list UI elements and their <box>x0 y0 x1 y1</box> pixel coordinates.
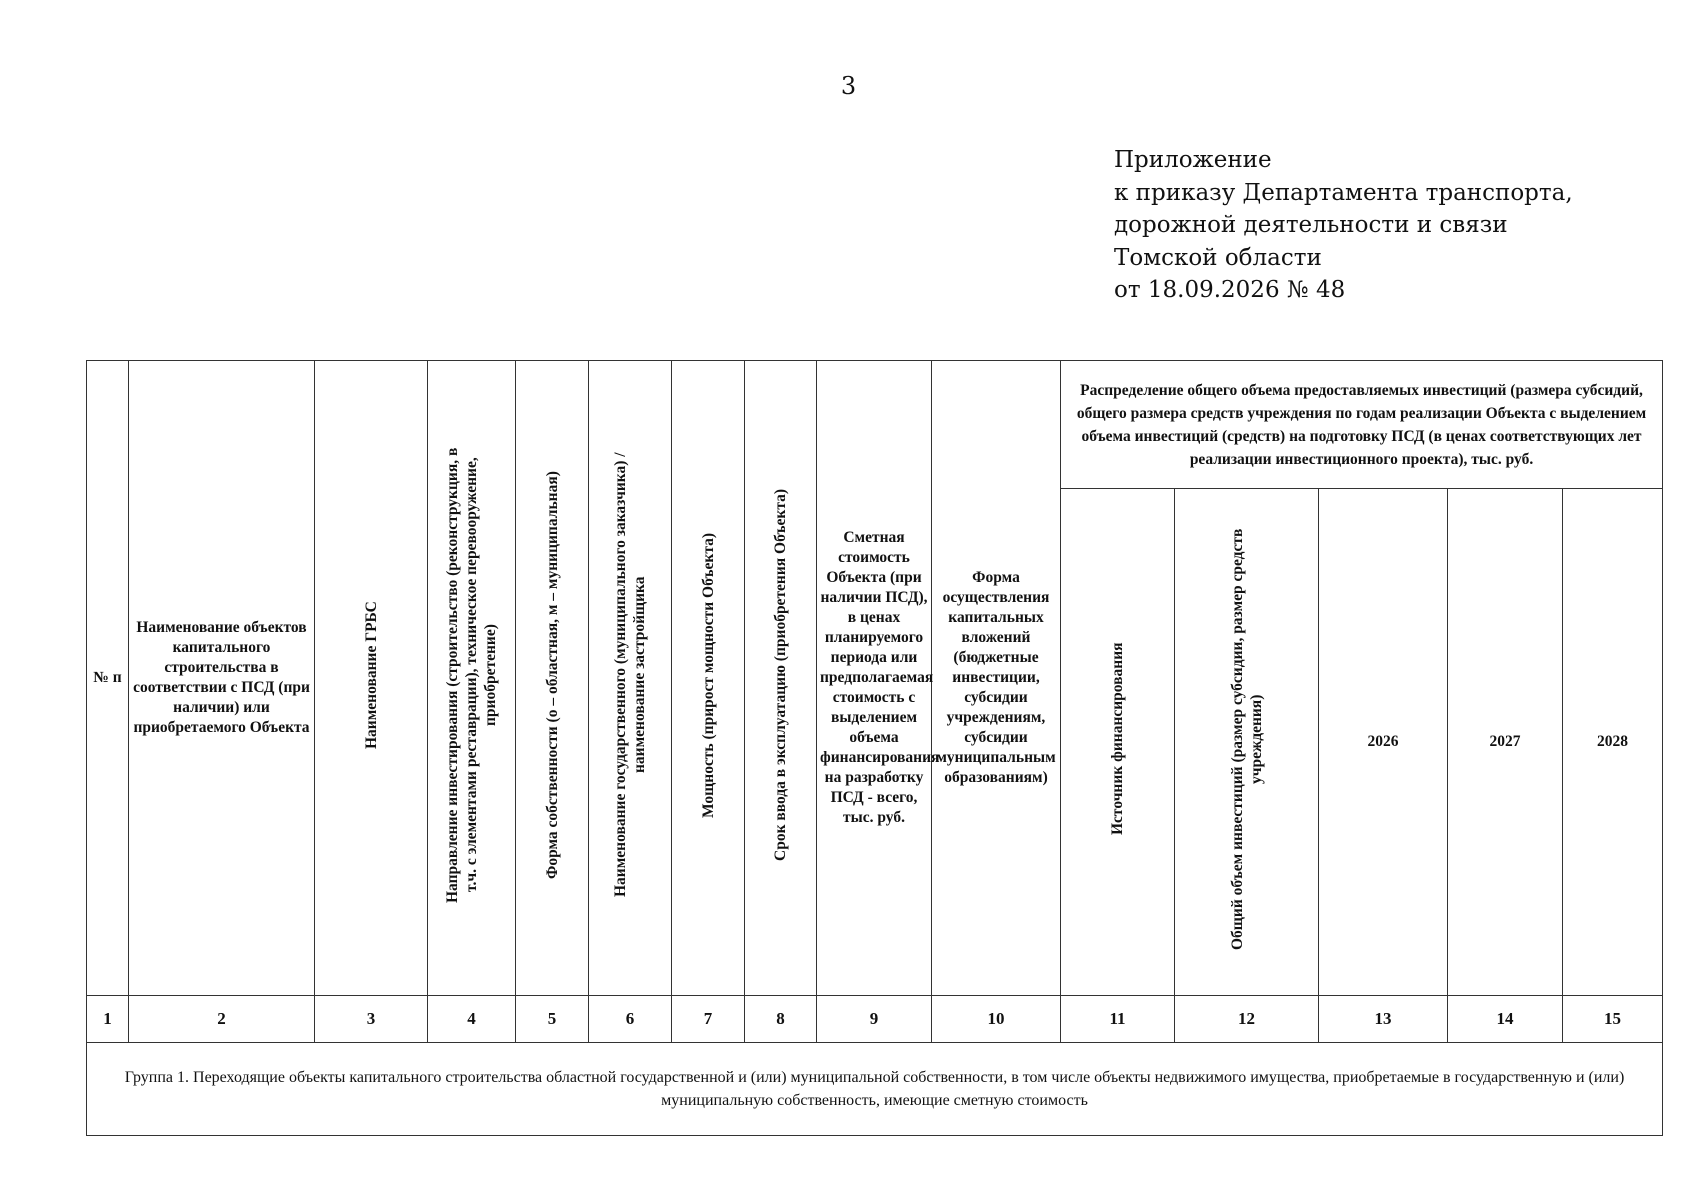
column-number: 8 <box>745 996 817 1043</box>
investment-table <box>86 360 1663 1136</box>
header-row <box>87 361 1663 489</box>
column-number: 14 <box>1448 996 1563 1043</box>
column-number: 4 <box>428 996 516 1043</box>
header-cell-year-2028: 2028 <box>1563 489 1663 996</box>
header-cell-commissioning-date: Срок ввода в эксплуатацию (приобретения Объекта) <box>745 361 817 996</box>
appendix-line: Томской области <box>1114 244 1322 271</box>
column-number: 15 <box>1563 996 1663 1043</box>
group-row <box>87 1043 1663 1136</box>
column-number: 12 <box>1175 996 1319 1043</box>
header-cell-investment-direction: Направление инвестирования (строительство (реконструкция, в т.ч. с элементами реставрации), техническое перевооружение, приобретение) <box>428 361 516 996</box>
header-cell-investment-form: Форма осуществления капитальных вложений (бюджетные инвестиции, субсидии учреждениям, субсидии муниципальным образованиям) <box>932 361 1061 996</box>
header-cell-number: № п <box>87 361 129 996</box>
column-number: 3 <box>315 996 428 1043</box>
header-cell-ownership-form: Форма собственности (о – областная, м – муниципальная) <box>516 361 589 996</box>
column-number: 2 <box>129 996 315 1043</box>
column-number: 9 <box>817 996 932 1043</box>
header-cell-year-2026: 2026 <box>1319 489 1448 996</box>
header-cell-total-investment: Общий объем инвестиций (размер субсидии, размер средств учреждения) <box>1175 489 1319 996</box>
column-number: 5 <box>516 996 589 1043</box>
group-title: Группа 1. Переходящие объекты капитального строительства областной государственной и (или) муниципальной собственности, в том числе объекты недвижимого имущества, приобретаемые в государственную и (или) муниципальную собственность, имеющие сметную стоимость <box>87 1043 1663 1136</box>
header-cell-estimated-cost: Сметная стоимость Объекта (при наличии ПСД), в ценах планируемого периода или предполагаемая стоимость с выделением объема финансирования на разработку ПСД - всего, тыс. руб. <box>817 361 932 996</box>
header-cell-object-name: Наименование объектов капитального строительства в соответствии с ПСД (при наличии) или приобретаемого Объекта <box>129 361 315 996</box>
appendix-line: Приложение <box>1114 147 1272 173</box>
header-cell-customer: Наименование государственного (муниципального заказчика) / наименование застройщика <box>589 361 672 996</box>
appendix-line: к приказу Департамента транспорта, <box>1114 179 1573 206</box>
header-cell-funding-source: Источник финансирования <box>1061 489 1175 996</box>
header-cell-year-2027: 2027 <box>1448 489 1563 996</box>
header-cell-distribution: Распределение общего объема предоставляемых инвестиций (размера субсидий, общего размера средств учреждения по годам реализации Объекта с выделением объема инвестиций (средств) на подготовку ПСД (в ценах соответствующих лет реализации инвестиционного проекта), тыс. руб. <box>1061 361 1663 489</box>
column-number-row <box>87 996 1663 1043</box>
column-number: 1 <box>87 996 129 1043</box>
column-number: 13 <box>1319 996 1448 1043</box>
header-cell-capacity: Мощность (прирост мощности Объекта) <box>672 361 745 996</box>
column-number: 7 <box>672 996 745 1043</box>
header-cell-grbs: Наименование ГРБС <box>315 361 428 996</box>
appendix-line: дорожной деятельности и связи <box>1114 212 1508 238</box>
page-number: 3 <box>840 72 857 100</box>
column-number: 11 <box>1061 996 1175 1043</box>
appendix-block <box>1114 144 1573 307</box>
column-number: 6 <box>589 996 672 1043</box>
column-number: 10 <box>932 996 1061 1043</box>
appendix-line: от 18.09.2026 № 48 <box>1114 277 1346 303</box>
